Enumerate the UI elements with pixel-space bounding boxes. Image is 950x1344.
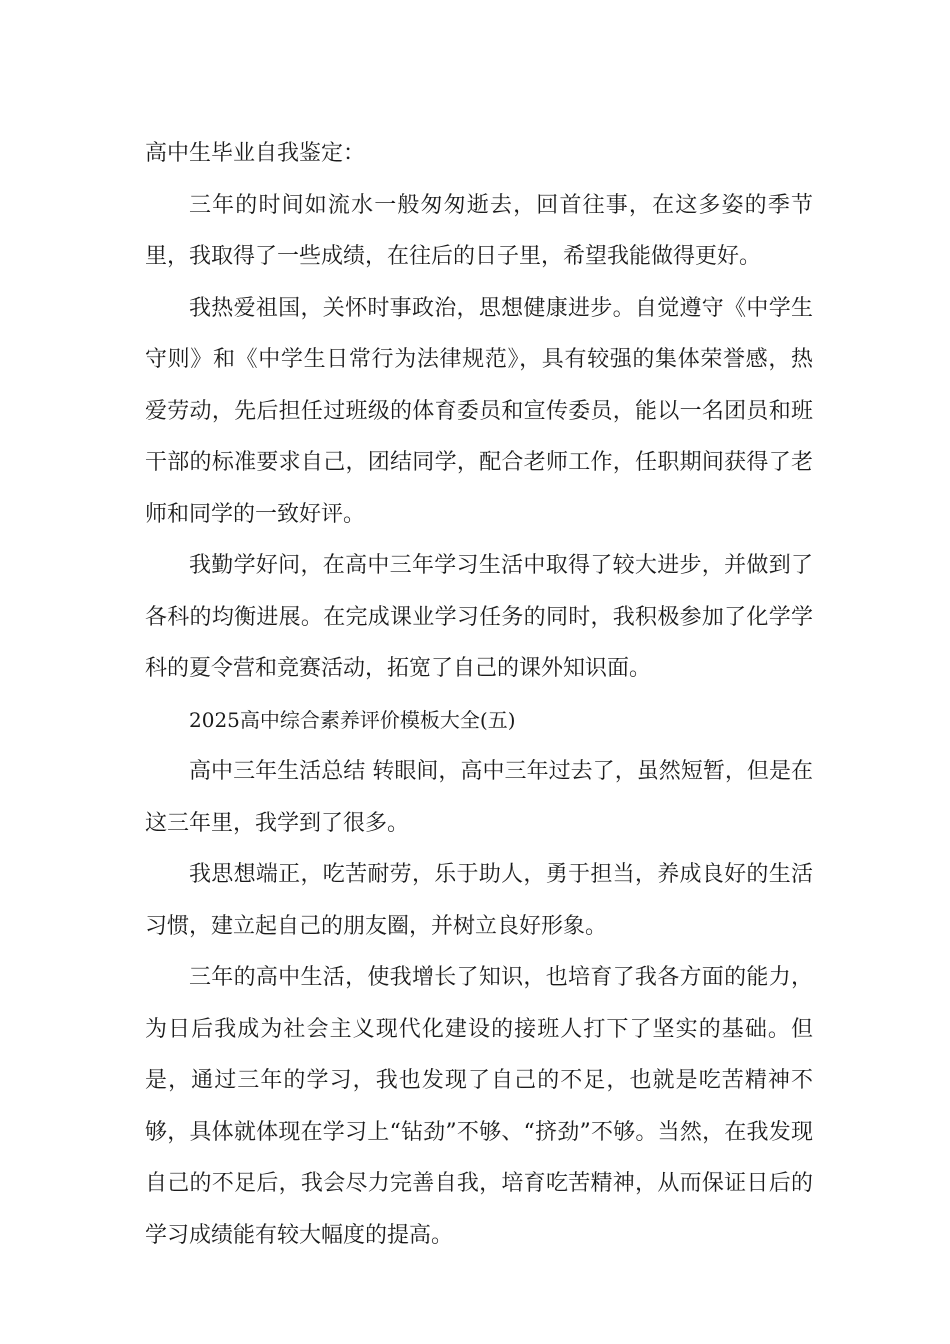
paragraph: 三年的高中生活，使我增长了知识，也培育了我各方面的能力，为日后我成为社会主义现代化建设的接班人打下了坚实的基础。但是，通过三年的学习，我也发现了自己的不足，也就是吃苦精神不够，具体就体现在学习上“钻劲”不够、“挤劲”不够。当然，在我发现自己的不足后，我会尽力完善自我，培育吃苦精神，从而保证日后的学习成绩能有较大幅度的提高。 xyxy=(145,965,813,1248)
paragraph: 我思想端正，吃苦耐劳，乐于助人，勇于担当，养成良好的生活习惯，建立起自己的朋友圈，并树立良好形象。 xyxy=(145,862,813,939)
document-title: 高中生毕业自我鉴定： xyxy=(145,141,366,166)
paragraph: 高中三年生活总结 转眼间，高中三年过去了，虽然短暂，但是在这三年里，我学到了很多。 xyxy=(145,759,813,836)
paragraph: 三年的时间如流水一般匆匆逝去，回首往事，在这多姿的季节里，我取得了一些成绩，在往后的日子里，希望我能做得更好。 xyxy=(145,192,813,269)
paragraph: 我热爱祖国，关怀时事政治，思想健康进步。自觉遵守《中学生守则》和《中学生日常行为法律规范》，具有较强的集体荣誉感，热爱劳动，先后担任过班级的体育委员和宣传委员，能以一名团员和班干部的标准要求自己，团结同学，配合老师工作，任职期间获得了老师和同学的一致好评。 xyxy=(145,295,813,527)
paragraph: 我勤学好问，在高中三年学习生活中取得了较大进步，并做到了各科的均衡进展。在完成课业学习任务的同时，我积极参加了化学学科的夏令营和竞赛活动，拓宽了自己的课外知识面。 xyxy=(145,553,813,681)
section-heading: 2025高中综合素养评价模板大全(五) xyxy=(189,707,516,732)
document-body xyxy=(145,128,813,1261)
